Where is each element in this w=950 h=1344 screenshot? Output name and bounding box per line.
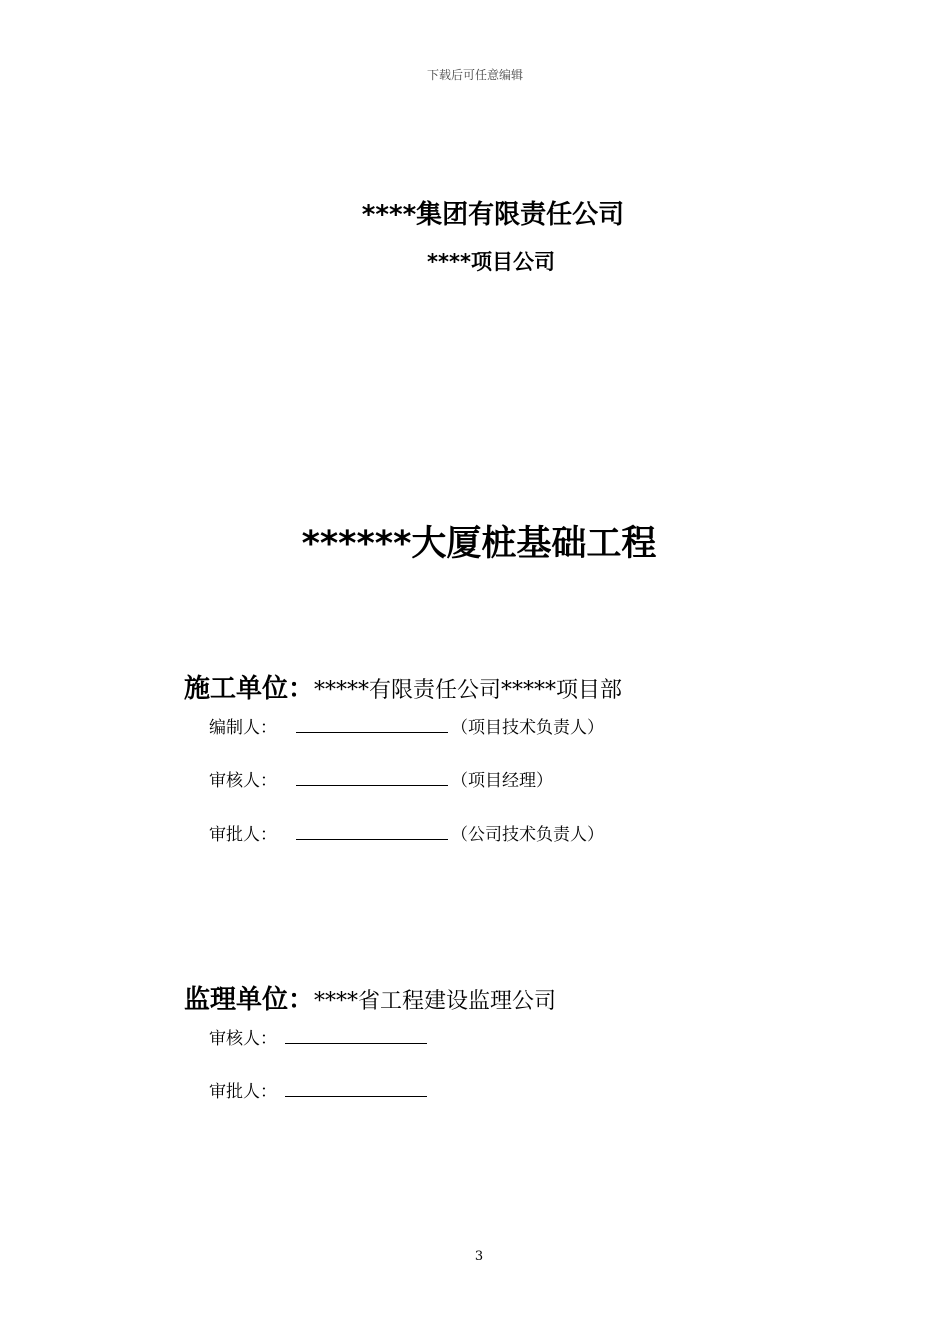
supervision-unit-label: 监理单位： [184,985,315,1015]
sub-company-name: ****项目公司 [427,250,555,274]
supervision-reviewer-signature-line[interactable] [285,1043,427,1044]
reviewer-role-note: （项目经理） [451,771,553,791]
reviewer-label: 审核人： [209,771,277,791]
page-number: 3 [474,1249,484,1264]
approver-role-note: （公司技术负责人） [451,825,604,845]
compiler-role-note: （项目技术负责人） [451,718,604,738]
supervision-approver-label: 审批人： [209,1082,277,1102]
construction-unit-line [184,668,622,705]
supervision-unit-value: ****省工程建设监理公司 [314,989,557,1014]
approver-label: 审批人： [209,825,277,845]
company-name: ****集团有限责任公司 [361,200,625,230]
construction-unit-value: *****有限责任公司*****项目部 [314,678,623,703]
header-note: 下载后可任意编辑 [426,68,523,82]
reviewer-signature-line[interactable] [296,785,448,786]
supervision-reviewer-label: 审核人： [209,1029,277,1049]
supervision-unit-line [184,979,556,1016]
construction-unit-label: 施工单位： [184,674,315,704]
project-title: ******大厦桩基础工程 [301,524,657,564]
supervision-approver-signature-line[interactable] [285,1096,427,1097]
compiler-label: 编制人： [209,718,277,738]
approver-signature-line[interactable] [296,839,448,840]
compiler-signature-line[interactable] [296,732,448,733]
